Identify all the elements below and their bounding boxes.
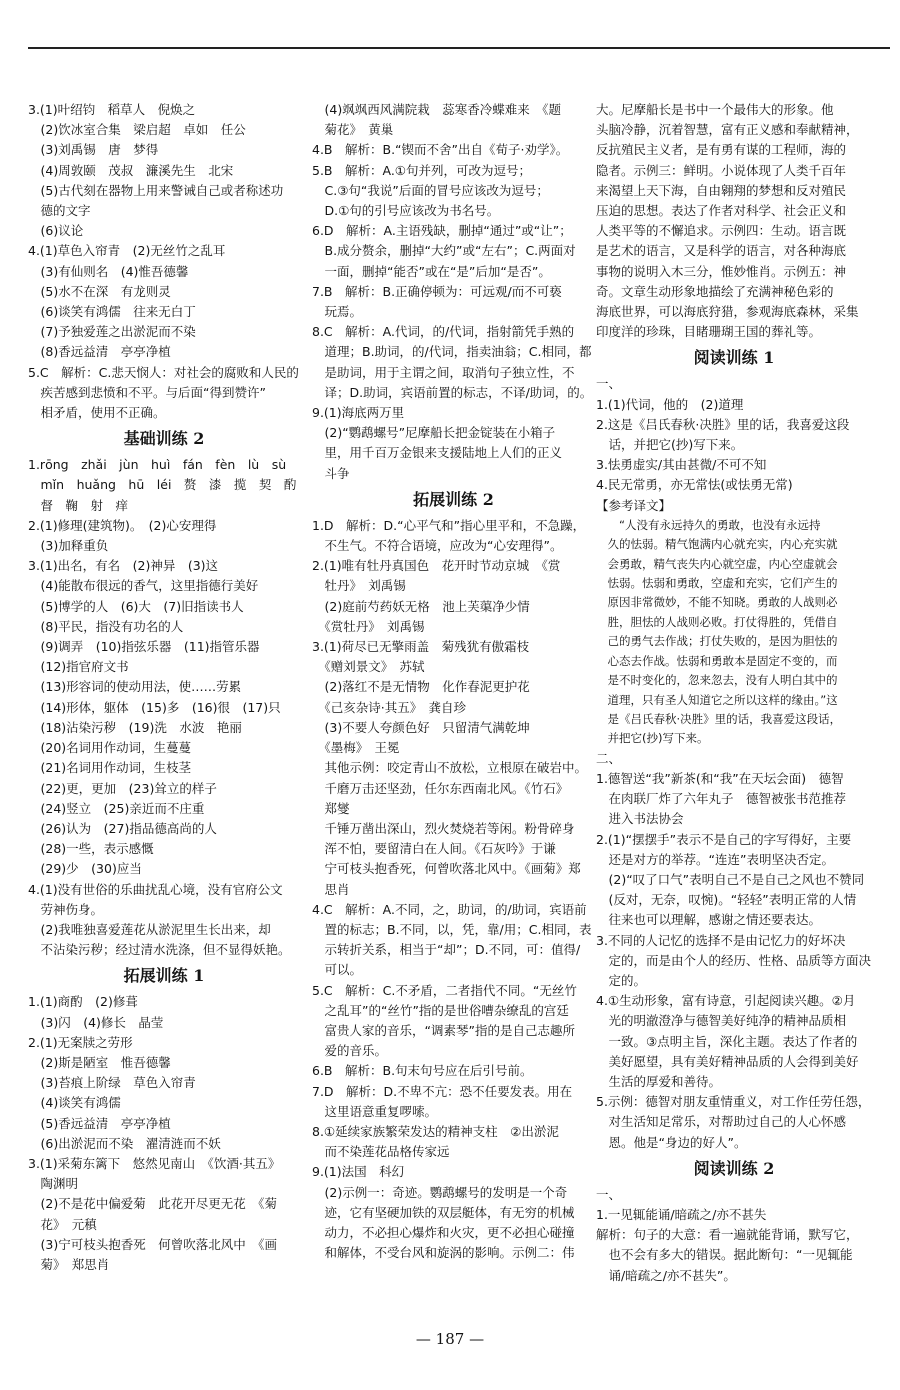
text-line: 玩焉。: [312, 304, 363, 320]
section-heading: 拓展训练 2: [413, 489, 494, 509]
text-line: 《墨梅》 王冕: [312, 740, 400, 756]
text-line: 4.(1)没有世俗的乐曲扰乱心境，没有官府公文: [28, 881, 283, 897]
text-line: 2.(1)无案牍之劳形: [28, 1034, 133, 1050]
text-line: 菊》 郑思肖: [28, 1256, 110, 1272]
text-line: (2)不是花中偏爱菊 此花开尽更无花 《菊: [28, 1196, 277, 1212]
text-line: (13)形容词的使动用法，使……劳累: [28, 679, 242, 695]
text-line: 大。尼摩船长是书中一个最伟大的形象。他: [596, 102, 834, 117]
text-line: 二、: [596, 750, 622, 766]
text-line: 4.C 解析：A.不同，之，助词，的/助词，宾语前: [312, 901, 587, 917]
text-line: 千磨万击还坚劲，任尔东西南北风。《竹石》: [312, 780, 569, 796]
text-line: 菊花》 黄巢: [312, 122, 394, 138]
text-line: (反对，无奈，叹惋)。“轻轻”表明正常的人情: [596, 892, 857, 908]
text-line: 进入书法协会: [596, 811, 684, 827]
text-line: (4)周敦颐 茂叔 濂溪先生 北宋: [28, 162, 234, 178]
text-line: 反抗殖民主义者，是有勇有谋的工程师，海的: [596, 142, 847, 158]
text-line: 9.(1)海底两万里: [312, 405, 405, 421]
text-line: (5)博学的人 (6)大 (7)旧指读书人: [28, 598, 244, 614]
text-line: B.成分赘余，删掉“大约”或“左右”；C.两面对: [312, 243, 576, 259]
text-line: (3)宁可枝头抱香死 何曾吹落北风中 《画: [28, 1236, 277, 1252]
text-line: (20)名词用作动词，生蔓蔓: [28, 740, 192, 756]
text-line: 人类平等的不懈追求。示例四：生动。语言既: [596, 223, 847, 239]
text-line: 海底世界，可以海底狩猎，参观海底森林，采集: [596, 304, 859, 320]
text-line: 花》 元稹: [28, 1216, 97, 1232]
text-line: 而不染莲花品格传家远: [312, 1144, 450, 1160]
text-line: 5.示例：德智对朋友重情重义，对工作任劳任怨，: [596, 1094, 871, 1110]
text-line: “人没有永远持久的勇敢，也没有永远持: [596, 517, 821, 532]
text-line: (3)有仙则名 (4)惟吾德馨: [28, 263, 189, 279]
text-line: 5.C 解析：C.不矛盾，二者指代不同。“无丝竹: [312, 982, 577, 998]
text-line: 【参考译文】: [596, 497, 672, 513]
text-line: (28)一些，表示感慨: [28, 841, 154, 857]
text-line: 2.(1)修理(建筑物)。 (2)心安理得: [28, 517, 217, 533]
text-line: 《己亥杂诗·其五》 龚自珍: [312, 699, 466, 715]
text-line: 1.D 解析：D.“心平气和”指心里平和，不急躁，: [312, 517, 586, 533]
text-line: 思肖: [312, 881, 350, 897]
text-line: 来渴望上天下海，自由翱翔的梦想和反对殖民: [596, 182, 847, 198]
text-line: 可以。: [312, 962, 363, 978]
text-line: (4)飒飒西风满院栽 蕊寒香冷蝶难来 《题: [312, 102, 561, 117]
text-line: (3)不要人夸颜色好 只留清气满乾坤: [312, 719, 530, 735]
text-line: 陶渊明: [28, 1176, 79, 1192]
text-line: 千锤万凿出深山，烈火焚烧若等闲。粉骨碎身: [312, 820, 575, 836]
text-line: (2)落红不是无情物 化作春泥更护花: [312, 679, 530, 695]
text-line: 1.一见辄能诵/暗疏之/亦不甚失: [596, 1207, 767, 1222]
text-line: 怯弱。怯弱和勇敢，空虚和充实，它们产生的: [596, 576, 838, 591]
text-line: 美好愿望，具有美好精神品质的人会得到美好: [596, 1053, 859, 1069]
text-line: (21)名词用作动词，生枝茎: [28, 760, 192, 776]
text-line: 定的。: [596, 972, 647, 988]
text-line: 富贵人家的音乐，“调素琴”指的是自己志趣所: [312, 1022, 575, 1038]
text-line: 诵/暗疏之/亦不甚失”。: [596, 1267, 736, 1283]
text-line: (12)指官府文书: [28, 659, 129, 675]
text-line: (2)饮冰室合集 梁启超 卓如 任公: [28, 122, 246, 138]
text-line: 己的勇气去作战；打仗失败的，是因为胆怯的: [596, 634, 838, 649]
text-line: 是艺术的语言，又是科学的语言，对各种海底: [596, 243, 847, 259]
text-line: 恩。他是“身边的好人”。: [596, 1134, 747, 1150]
text-line: 解析：句子的大意：看一遍就能背诵，默写它，: [596, 1227, 859, 1243]
text-line: 4.(1)草色入帘青 (2)无丝竹之乱耳: [28, 243, 226, 259]
text-line: 4.民无常勇，亦无常怯(或怯勇无常): [596, 477, 793, 493]
text-line: 3.(1)出名，有名 (2)神异 (3)这: [28, 558, 219, 574]
text-line: 往来也可以理解，感谢之情还要表达。: [596, 912, 822, 928]
text-line: (2)示例一：奇迹。鹦鹉螺号的发明是一个奇: [312, 1184, 568, 1200]
text-line: (3)苔痕上阶绿 草色入帘青: [28, 1075, 196, 1091]
text-line: 光的明澈澄净与德智美好纯净的精神品质相: [596, 1013, 847, 1029]
text-line: 里，用千百万金银来支援陆地上人们的正义: [312, 445, 563, 461]
text-line: 6.B 解析：B.句末句号应在后引号前。: [312, 1063, 533, 1079]
text-line: 2.(1)唯有牡丹真国色 花开时节动京城 《赏: [312, 558, 561, 574]
text-line: 示转折关系，相当于“却”；D.不同，可：值得/: [312, 942, 581, 958]
text-line: (2)“叹了口气”表明自己不是自己之风也不赞同: [596, 871, 865, 887]
text-line: 1.rōng zhǎi jùn huì fán fèn lù sù: [28, 457, 287, 473]
text-line: 4.B 解析：B.“锲而不舍”出自《荀子·劝学》。: [312, 142, 569, 158]
text-line: 3.怯勇虚实/其由甚微/不可不知: [596, 457, 767, 473]
text-line: 久的怯弱。精气饱满内心就充实，内心充实就: [596, 537, 838, 552]
text-line: (8)平民，指没有功名的人: [28, 618, 184, 634]
text-line: 8.C 解析：A.代词，的/代词，指射箭凭手熟的: [312, 324, 575, 340]
text-line: 动力，不必担心爆炸和火灾，更不必担心碰撞: [312, 1224, 575, 1240]
section-heading: 基础训练 2: [123, 429, 205, 449]
column-right: [596, 100, 872, 1286]
text-line: 牡丹》 刘禹锡: [312, 578, 406, 594]
text-line: (7)予独爱莲之出淤泥而不染: [28, 324, 196, 340]
text-line: C.③句“我说”后面的冒号应该改为逗号；: [312, 182, 549, 198]
text-line: (26)认为 (27)指品德高尚的人: [28, 820, 217, 836]
text-line: 并把它(抄)写下来。: [596, 731, 709, 746]
text-line: 是《吕氏春秋·决胜》里的话，我喜爱这段话，: [596, 711, 842, 726]
text-line: (5)古代刻在器物上用来警诫自己或者称述功: [28, 182, 284, 198]
text-line: (3)刘禹锡 唐 梦得: [28, 142, 159, 158]
text-line: 这里语意重复啰嗦。: [312, 1103, 438, 1119]
text-line: 相矛盾，使用不正确。: [28, 405, 166, 421]
text-line: (8)香远益清 亭亭净植: [28, 344, 171, 360]
text-line: 头脑冷静，沉着智慧，富有正义感和奉献精神，: [596, 122, 859, 138]
text-line: 不沾染污秽；经过清水洗涤，但不显得妖艳。: [28, 942, 291, 958]
text-line: 1.(1)代词，他的 (2)道理: [596, 396, 744, 412]
text-line: (6)谈笑有鸿儒 往来无白丁: [28, 304, 196, 320]
text-line: 和解体，不受台风和旋涡的影响。示例二：伟: [312, 1245, 575, 1261]
text-line: 德的文字: [28, 203, 91, 219]
text-line: 6.D 解析：A.主语残缺，删掉“通过”或“让”；: [312, 223, 572, 239]
text-line: (5)香远益清 亭亭净植: [28, 1115, 171, 1131]
text-line: 在肉联厂炸了六年丸子 德智被张书范推荐: [596, 791, 847, 807]
text-line: 生活的厚爱和善待。: [596, 1073, 722, 1089]
text-line: 2.(1)“摆摆手”表示不是自己的字写得好，主要: [596, 831, 852, 847]
text-line: 话，并把它(抄)写下来。: [596, 437, 744, 453]
text-line: 一、: [596, 376, 622, 392]
text-line: (6)议论: [28, 223, 84, 239]
text-line: 心态去作战。怯弱和勇敢本是固定不变的，而: [596, 653, 838, 668]
text-line: (9)调弄 (10)指弦乐器 (11)指管乐器: [28, 639, 260, 655]
text-line: (2)庭前芍药妖无格 池上芙蕖净少情: [312, 598, 530, 614]
text-line: 压迫的思想。表达了作者对科学、社会正义和: [596, 203, 847, 219]
text-line: 奇。文章生动形象地描绘了充满神秘色彩的: [596, 283, 834, 299]
text-line: 9.(1)法国 科幻: [312, 1164, 405, 1180]
text-line: 译；D.助词，宾语前置的标志，不译/助词，的。: [312, 384, 593, 400]
text-line: 原因非常微妙，不能不知晓。勇敢的人战则必: [596, 595, 838, 610]
text-line: mǐn huǎng hū léi 赘 漆 揽 契 酌: [28, 477, 297, 493]
text-line: 斗争: [312, 465, 350, 481]
text-line: 一致。③点明主旨，深化主题。表达了作者的: [596, 1033, 858, 1049]
top-rule: [28, 47, 890, 49]
text-line: 3.(1)荷尽已无擎雨盖 菊残犹有傲霜枝: [312, 639, 530, 655]
text-line: 置的标志；B.不同，以，凭，靠/用；C.相同，表: [312, 921, 592, 937]
text-line: (3)加释重负: [28, 538, 109, 554]
section-heading: 拓展训练 1: [123, 966, 205, 986]
section-heading: 阅读训练 2: [693, 1158, 775, 1178]
text-line: 不生气。不符合语境，应改为“心安理得”。: [312, 538, 563, 554]
text-line: 3.(1)采菊东篱下 悠然见南山 《饮酒·其五》: [28, 1155, 281, 1171]
text-line: 7.B 解析：B.正确停顿为：可远观/而不可亵: [312, 283, 562, 299]
text-line: 宁可枝头抱香死，何曾吹落北风中。《画菊》郑: [312, 861, 581, 877]
text-line: 3.不同的人记忆的选择不是由记忆力的好坏决: [596, 932, 846, 948]
text-line: 是助词，用于主谓之间，取消句子独立性，不: [312, 364, 575, 380]
text-line: 对生活知足常乐，对帮助过自己的人心怀感: [596, 1114, 847, 1130]
text-line: 迹，它有坚硬加铁的双层艇体，有无穷的机械: [312, 1204, 575, 1220]
text-line: 还是对方的举荐。“连连”表明坚决否定。: [596, 851, 834, 867]
text-line: (4)能散布很远的香气，这里指德行美好: [28, 578, 259, 594]
text-line: (4)谈笑有鸿儒: [28, 1095, 121, 1111]
text-line: 爱的音乐。: [312, 1043, 388, 1059]
text-line: 一、: [596, 1186, 622, 1202]
text-line: 郑燮: [312, 800, 350, 816]
text-line: 道理；B.助词，的/代词，指卖油翁；C.相同，都: [312, 344, 592, 360]
text-line: (5)水不在深 有龙则灵: [28, 283, 171, 299]
text-line: (24)竖立 (25)亲近而不庄重: [28, 800, 205, 816]
text-line: 4.①生动形象，富有诗意，引起阅读兴趣。②月: [596, 993, 856, 1009]
text-line: 之乱耳”的“丝竹”指的是世俗嘈杂缭乱的宫廷: [312, 1002, 569, 1018]
text-line: (18)沾染污秽 (19)洗 水波 艳丽: [28, 719, 242, 735]
text-line: 7.D 解析：D.不卑不亢：恐不任要发表。用在: [312, 1083, 573, 1099]
page-number: — 187 —: [415, 1330, 485, 1348]
text-line: (29)少 (30)应当: [28, 861, 142, 877]
text-line: 1.德智送“我”新茶(和“我”在天坛会面) 德智: [596, 770, 844, 786]
text-line: (2)“鹦鹉螺号”尼摩船长把金锭装在小箱子: [312, 425, 556, 441]
text-line: (2)斯是陋室 惟吾德馨: [28, 1054, 171, 1070]
text-line: 事物的说明入木三分，惟妙惟肖。示例五：神: [596, 263, 847, 279]
text-line: 胜，胆怯的人战则必败。打仗得胜的，凭借自: [596, 614, 838, 629]
text-line: 道理，只有圣人知道它之所以这样的缘由。”这: [596, 692, 838, 707]
text-line: D.①句的引号应该改为书名号。: [312, 203, 500, 219]
text-line: 督 鞠 射 痒: [28, 497, 129, 513]
text-line: 疾苦感到悲愤和不平。与后面“得到赞许”: [28, 384, 266, 400]
text-line: (3)闪 (4)修长 晶莹: [28, 1014, 164, 1030]
text-line: (2)我唯独喜爱莲花从淤泥里生长出来，却: [28, 921, 271, 937]
section-heading: 阅读训练 1: [693, 348, 775, 368]
text-line: (6)出淤泥而不染 濯清涟而不妖: [28, 1135, 221, 1151]
text-line: 《赠刘景文》 苏轼: [312, 659, 425, 675]
text-line: 1.(1)商酌 (2)修葺: [28, 994, 138, 1010]
column-middle: [312, 100, 595, 1263]
text-line: 定的，而是由个人的经历、性格、品质等方面决: [596, 952, 872, 968]
text-line: 印度洋的珍珠，目睹珊瑚王国的葬礼等。: [596, 324, 822, 340]
text-line: 浑不怕，要留清白在人间。《石灰吟》于谦: [312, 841, 556, 857]
text-line: 劳神伤身。: [28, 901, 104, 917]
text-line: 隐者。示例三：鲜明。小说体现了人类千百年: [596, 162, 847, 178]
text-line: 《赏牡丹》 刘禹锡: [312, 618, 425, 634]
text-line: 也不会有多大的错误。据此断句：“一见辄能: [596, 1247, 853, 1263]
text-line: 2.这是《吕氏春秋·决胜》里的话，我喜爱这段: [596, 416, 850, 432]
text-line: (22)更，更加 (23)耸立的样子: [28, 780, 217, 796]
text-line: 8.①延续家族繁荣发达的精神支柱 ②出淤泥: [312, 1123, 559, 1139]
text-line: 其他示例：咬定青山不放松，立根原在破岩中。: [312, 760, 588, 776]
text-line: (14)形体，躯体 (15)多 (16)很 (17)只: [28, 699, 281, 715]
text-line: 5.C 解析：C.悲天悯人：对社会的腐败和人民的: [28, 364, 299, 380]
text-line: 是不时变化的，忽来忽去，没有人明白其中的: [596, 673, 838, 688]
text-line: 一面，删掉“能否”或在“是”后加“是否”。: [312, 263, 551, 279]
text-line: 3.(1)叶绍钧 稻草人 倪焕之: [28, 102, 196, 117]
column-left: [28, 100, 300, 1275]
text-line: 会勇敢，精气丧失内心就空虚，内心空虚就会: [596, 556, 838, 571]
text-line: 5.B 解析：A.①句并列，可改为逗号；: [312, 162, 532, 178]
